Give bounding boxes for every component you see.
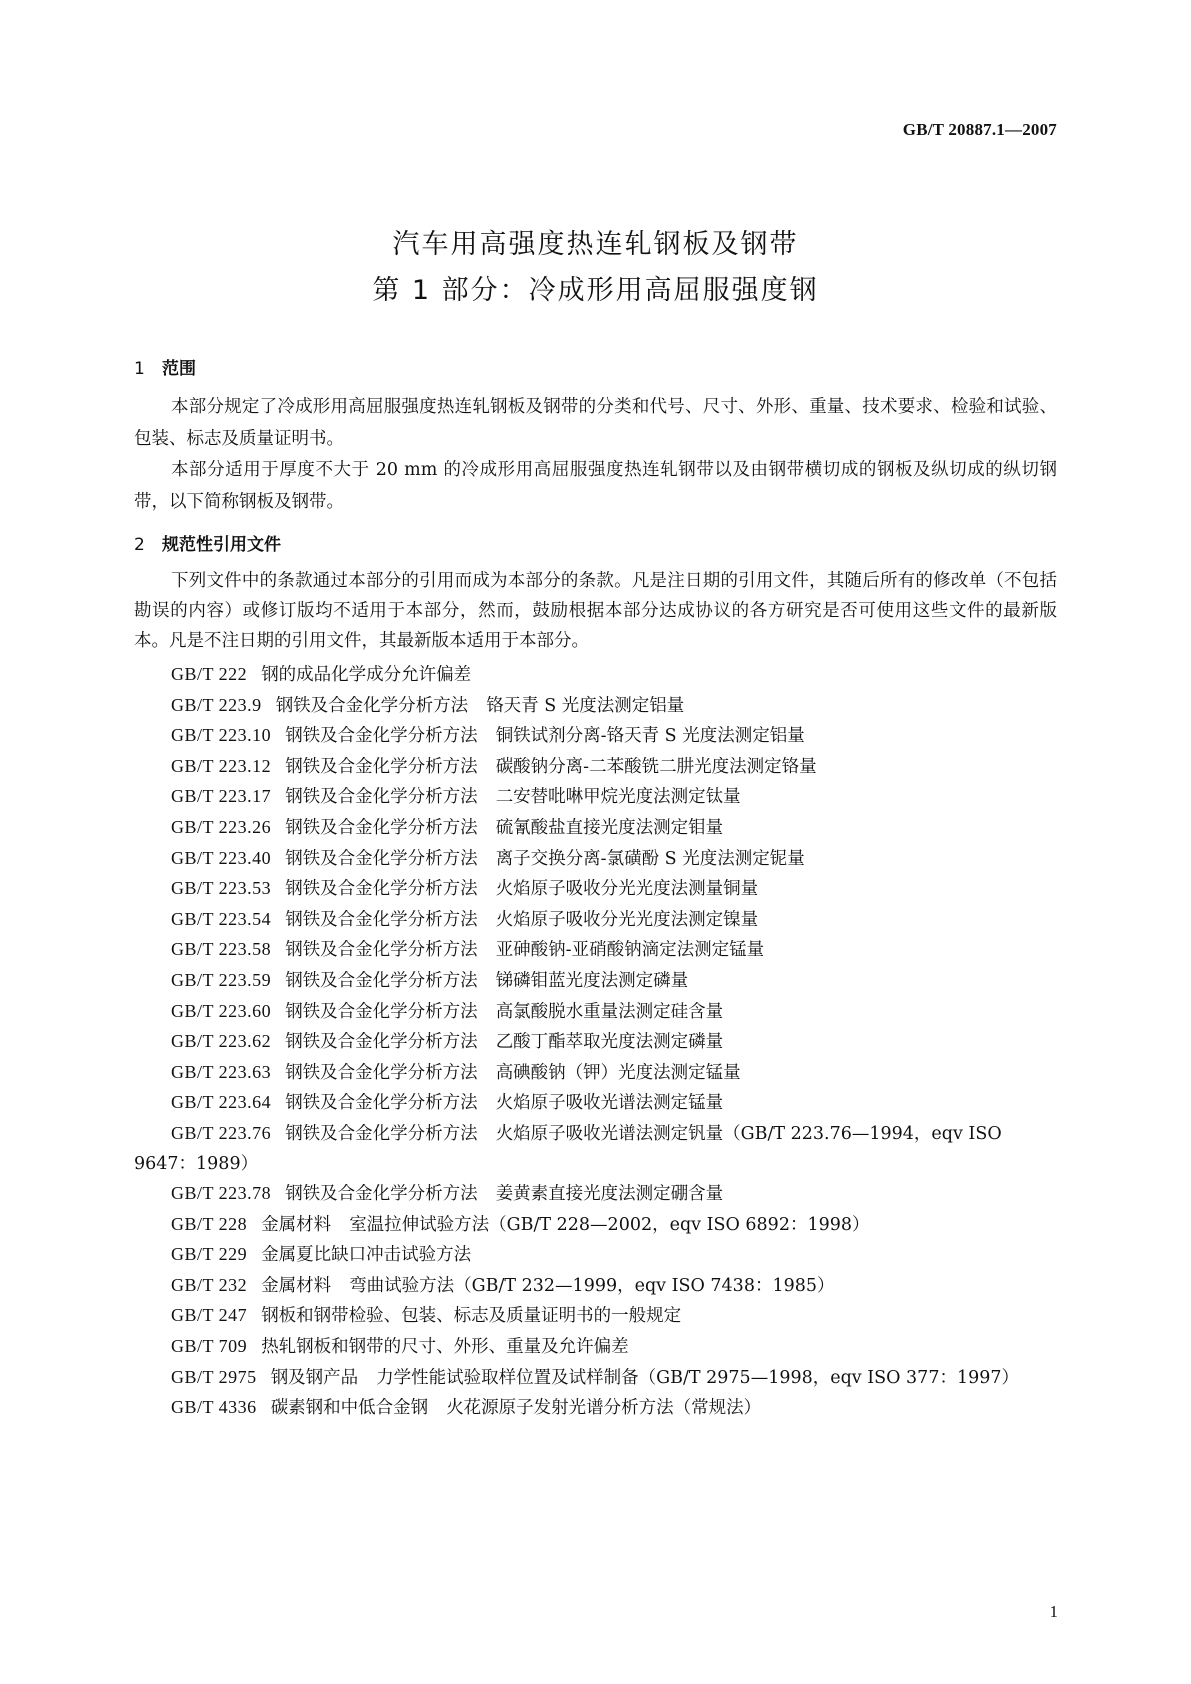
reference-item: [134, 1363, 1057, 1394]
reference-code: GB/T 4336: [171, 1397, 257, 1418]
reference-item: [134, 752, 1057, 783]
reference-item: [134, 1088, 1057, 1119]
reference-item: [134, 813, 1057, 844]
section-number: 1: [134, 359, 145, 379]
reference-title: 钢铁及合金化学分析方法: [285, 1184, 478, 1205]
reference-subtitle: 铬天青 S 光度法测定铝量: [486, 695, 685, 716]
reference-code: GB/T 223.9: [171, 694, 262, 715]
reference-subtitle: 硫氰酸盐直接光度法测定钼量: [495, 817, 724, 838]
section-title: 规范性引用文件: [162, 535, 281, 555]
page-number: 1: [1049, 1602, 1058, 1621]
reference-subtitle: 锑磷钼蓝光度法测定磷量: [495, 970, 689, 991]
reference-item: [134, 997, 1057, 1028]
reference-item: [134, 1271, 1057, 1302]
reference-title: 金属材料: [261, 1275, 332, 1296]
reference-subtitle: 弯曲试验方法（GB/T 232—1999，eqv ISO 7438：1985）: [349, 1275, 835, 1296]
section-2-heading: [134, 530, 281, 555]
reference-subtitle: 力学性能试验取样位置及试样制备（GB/T 2975—1998，eqv ISO 377：1997）: [376, 1367, 1019, 1388]
reference-subtitle: 火花源原子发射光谱分析方法（常规法）: [446, 1398, 762, 1419]
reference-code: GB/T 223.58: [171, 939, 272, 960]
reference-item: [134, 1027, 1057, 1058]
reference-item: [134, 874, 1057, 905]
reference-title: 钢铁及合金化学分析方法: [285, 726, 478, 747]
reference-item: [134, 1393, 1057, 1424]
reference-title: 钢的成品化学成分允许偏差: [261, 665, 472, 685]
reference-item: [134, 1058, 1057, 1089]
reference-code: GB/T 228: [171, 1213, 248, 1234]
reference-subtitle: 离子交换分离-氯磺酚 S 光度法测定铌量: [495, 848, 805, 869]
reference-title: 钢铁及合金化学分析方法: [285, 848, 478, 869]
reference-title: 钢铁及合金化学分析方法: [285, 1032, 478, 1053]
reference-code: GB/T 229: [171, 1244, 248, 1265]
reference-code: GB/T 222: [171, 664, 248, 684]
reference-code: GB/T 223.63: [171, 1061, 272, 1082]
reference-subtitle: 乙酸丁酯萃取光度法测定磷量: [495, 1032, 724, 1053]
reference-subtitle: 姜黄素直接光度法测定硼含量: [495, 1184, 724, 1205]
reference-title: 钢铁及合金化学分析方法: [285, 1093, 478, 1114]
reference-title: 钢铁及合金化学分析方法: [285, 817, 478, 838]
normative-references-list: [134, 660, 1057, 1424]
section-title: 范围: [162, 359, 196, 379]
reference-subtitle: 二安替吡啉甲烷光度法测定钛量: [495, 787, 741, 808]
section-1-paragraph-1: 本部分规定了冷成形用高屈服强度热连轧钢板及钢带的分类和代号、尺寸、外形、重量、技术要求、检验和试验、包装、标志及质量证明书。: [134, 397, 1057, 449]
reference-code: GB/T 223.78: [171, 1183, 272, 1204]
reference-title: 钢铁及合金化学分析方法: [285, 909, 478, 930]
reference-title: 热轧钢板和钢带的尺寸、外形、重量及允许偏差: [261, 1337, 629, 1358]
reference-subtitle: 碳酸钠分离-二苯酸铣二肼光度法测定铬量: [495, 756, 817, 777]
document-title-line-2: 第 1 部分：冷成形用高屈服强度钢: [372, 275, 819, 306]
reference-item: [134, 1301, 1057, 1332]
reference-subtitle: 室温拉伸试验方法（GB/T 228—2002，eqv ISO 6892：1998）: [349, 1214, 870, 1235]
reference-code: GB/T 2975: [171, 1366, 257, 1387]
section-1-heading: [134, 354, 196, 379]
reference-title: 钢铁及合金化学分析方法: [285, 879, 478, 900]
reference-item: [134, 721, 1057, 752]
reference-code: GB/T 223.60: [171, 1000, 272, 1021]
reference-code: GB/T 223.26: [171, 816, 272, 837]
reference-title: 钢铁及合金化学分析方法: [285, 1062, 478, 1083]
reference-code: GB/T 247: [171, 1305, 248, 1326]
reference-item: [134, 1119, 1057, 1179]
reference-title: 钢铁及合金化学分析方法: [285, 756, 478, 777]
reference-code: GB/T 223.12: [171, 755, 272, 776]
reference-title: 钢及钢产品: [270, 1367, 359, 1388]
reference-item: [134, 905, 1057, 936]
reference-item: [134, 966, 1057, 997]
document-title-line-1: 汽车用高强度热连轧钢板及钢带: [392, 229, 799, 260]
section-number: 2: [134, 535, 145, 555]
reference-subtitle: 高氯酸脱水重量法测定硅含量: [495, 1001, 724, 1022]
section-1-paragraph-2: 本部分适用于厚度不大于 20 mm 的冷成形用高屈服强度热连轧钢带以及由钢带横切成的钢板及纵切成的纵切钢带，以下简称钢板及钢带。: [134, 460, 1057, 512]
reference-code: GB/T 709: [171, 1336, 248, 1357]
reference-item: [134, 1332, 1057, 1363]
reference-code: GB/T 223.59: [171, 969, 272, 990]
reference-item: [134, 782, 1057, 813]
reference-title: 钢铁及合金化学分析方法: [285, 940, 478, 961]
reference-code: GB/T 223.10: [171, 725, 272, 746]
reference-code: GB/T 223.17: [171, 786, 272, 807]
reference-title: 钢铁及合金化学分析方法: [285, 787, 478, 808]
reference-subtitle: 火焰原子吸收分光光度法测量铜量: [495, 879, 759, 900]
reference-item: [134, 691, 1057, 722]
reference-code: GB/T 223.64: [171, 1092, 272, 1113]
reference-title: 钢铁及合金化学分析方法: [285, 1001, 478, 1022]
reference-title: 碳素钢和中低合金钢: [270, 1398, 429, 1419]
reference-title: 钢铁及合金化学分析方法: [285, 1123, 478, 1144]
reference-item: [134, 1210, 1057, 1241]
reference-subtitle: 火焰原子吸收分光光度法测定镍量: [495, 909, 759, 930]
reference-code: GB/T 223.40: [171, 847, 272, 868]
reference-item: [134, 844, 1057, 875]
reference-subtitle: 火焰原子吸收光谱法测定钒量（GB/T 223.76—1994，eqv ISO 9647：1989）: [134, 1123, 1002, 1174]
reference-item: [134, 935, 1057, 966]
reference-item: [134, 660, 1057, 691]
section-2-paragraph-1: 下列文件中的条款通过本部分的引用而成为本部分的条款。凡是注日期的引用文件，其随后所有的修改单（不包括勘误的内容）或修订版均不适用于本部分，然而，鼓励根据本部分达成协议的各方研究是否可使用这些文件的最新版本。凡是不注日期的引用文件，其最新版本适用于本部分。: [134, 571, 1057, 651]
reference-item: [134, 1240, 1057, 1271]
reference-subtitle: 亚砷酸钠-亚硝酸钠滴定法测定锰量: [495, 940, 765, 961]
reference-code: GB/T 223.62: [171, 1031, 272, 1052]
reference-item: [134, 1179, 1057, 1210]
reference-title: 金属材料: [261, 1214, 332, 1235]
reference-subtitle: 铜铁试剂分离-铬天青 S 光度法测定铝量: [495, 726, 805, 747]
reference-code: GB/T 223.53: [171, 878, 272, 899]
reference-title: 金属夏比缺口冲击试验方法: [261, 1245, 472, 1266]
reference-title: 钢板和钢带检验、包装、标志及质量证明书的一般规定: [261, 1306, 682, 1327]
standard-number: GB/T 20887.1—2007: [902, 120, 1057, 139]
reference-subtitle: 高碘酸钠（钾）光度法测定锰量: [495, 1062, 741, 1083]
reference-code: GB/T 223.76: [171, 1122, 272, 1143]
reference-code: GB/T 223.54: [171, 908, 272, 929]
reference-code: GB/T 232: [171, 1274, 248, 1295]
reference-title: 钢铁及合金化学分析方法: [275, 695, 469, 716]
reference-subtitle: 火焰原子吸收光谱法测定锰量: [495, 1093, 724, 1114]
reference-title: 钢铁及合金化学分析方法: [285, 970, 478, 991]
